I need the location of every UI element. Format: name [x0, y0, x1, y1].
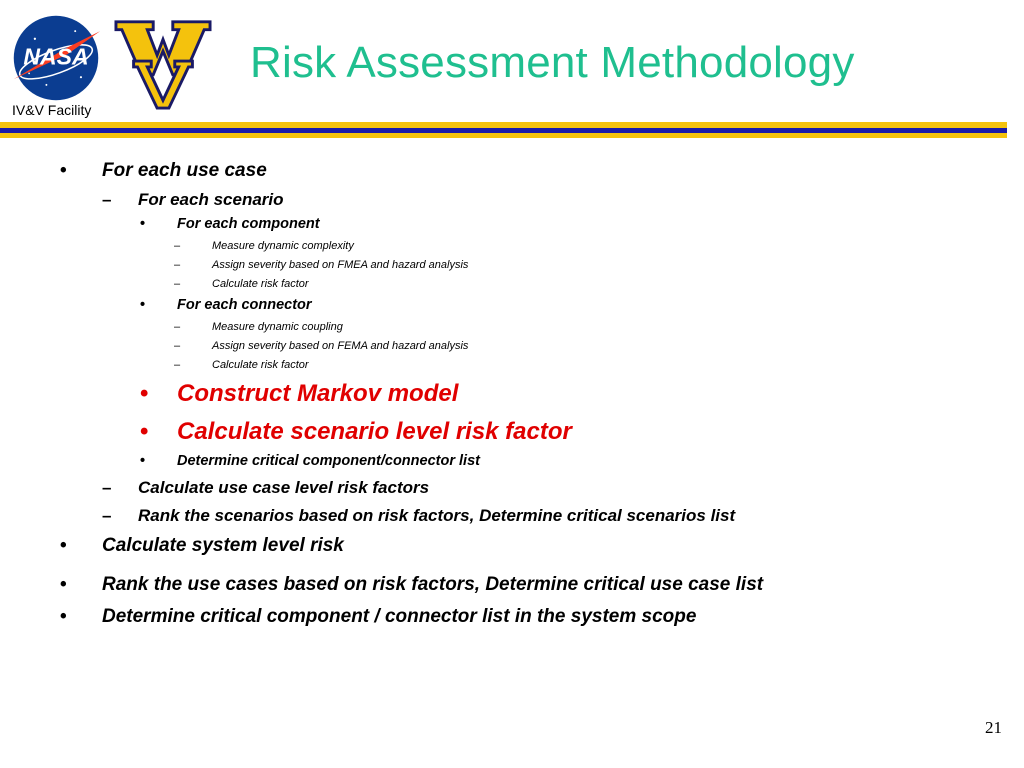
outline-item-highlight [140, 418, 572, 446]
outline-item [60, 535, 344, 557]
dash-marker: – [174, 359, 181, 371]
outline-item [174, 240, 354, 252]
dash-marker: – [174, 259, 181, 271]
bullet-marker: • [140, 380, 149, 407]
bullet-marker: • [60, 160, 67, 181]
outline-text: For each component [177, 216, 320, 232]
outline-item [60, 574, 764, 596]
outline-item [174, 359, 309, 371]
outline-item [60, 160, 267, 182]
dash-marker: – [174, 321, 181, 333]
outline-text: Rank the use cases based on risk factors, Determine critical use case list [102, 574, 764, 595]
facility-label: IV&V Facility [12, 102, 92, 118]
bullet-marker: • [140, 216, 146, 232]
bullet-marker: • [140, 418, 149, 445]
outline-item [102, 506, 736, 526]
outline-text: Determine critical component / connector list in the system scope [102, 606, 697, 627]
outline-text: Rank the scenarios based on risk factors, Determine critical scenarios list [138, 506, 736, 525]
outline-text: For each connector [177, 297, 312, 313]
bullet-marker: • [140, 453, 146, 469]
outline-text: Determine critical component/connector list [177, 453, 480, 469]
outline-item [174, 321, 343, 333]
outline-text: Calculate risk factor [212, 278, 309, 290]
outline-item [60, 606, 697, 628]
svg-text:NASA: NASA [23, 43, 89, 70]
outline-text: Calculate use case level risk factors [138, 478, 430, 497]
outline-item [174, 259, 469, 271]
outline-text: Calculate risk factor [212, 359, 309, 371]
outline-text: For each scenario [138, 190, 284, 209]
outline-item [174, 340, 469, 352]
dash-marker: – [174, 340, 181, 352]
dash-marker: – [102, 478, 112, 497]
slide-title: Risk Assessment Methodology [250, 38, 855, 87]
outline-text: Calculate system level risk [102, 535, 344, 556]
outline-item [102, 478, 430, 498]
page-number: 21 [985, 718, 1002, 737]
outline-text: For each use case [102, 160, 267, 181]
outline-item [102, 190, 284, 210]
dash-marker: – [174, 240, 181, 252]
bullet-marker: • [60, 606, 67, 627]
bullet-marker: • [140, 297, 146, 313]
bullet-marker: • [60, 574, 67, 595]
outline-item [140, 216, 320, 232]
outline-text: Calculate scenario level risk factor [177, 418, 572, 445]
dash-marker: – [102, 190, 112, 209]
outline-text: Assign severity based on FMEA and hazard analysis [212, 259, 469, 271]
outline-text: Measure dynamic coupling [212, 321, 343, 333]
outline-item-highlight [140, 380, 459, 408]
dash-marker: – [174, 278, 181, 290]
outline-item [174, 278, 309, 290]
outline-item [140, 453, 480, 469]
outline-text: Construct Markov model [177, 380, 459, 407]
outline-text: Assign severity based on FEMA and hazard analysis [212, 340, 469, 352]
dash-marker: – [102, 506, 112, 525]
bullet-marker: • [60, 535, 67, 556]
outline-item [140, 297, 312, 313]
outline-text: Measure dynamic complexity [212, 240, 354, 252]
